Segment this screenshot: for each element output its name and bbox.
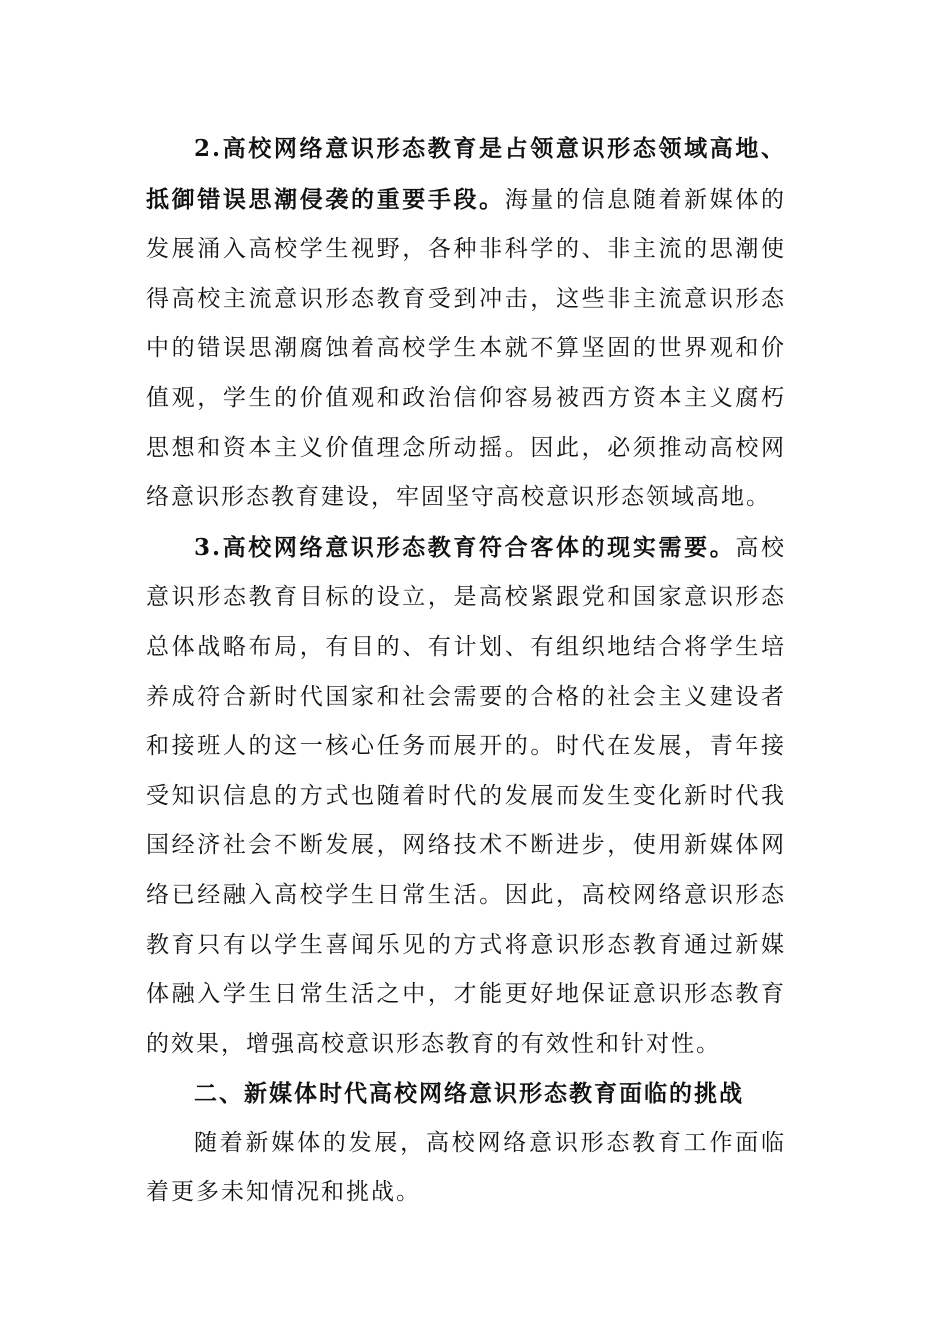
paragraph-3-lead: 3.高校网络意识形态教育符合客体的现实需要。 — [194, 533, 736, 561]
document-page — [146, 124, 786, 1218]
paragraph-section-intro: 随着新媒体的发展，高校网络意识形态教育工作面临着更多未知情况和挑战。 — [146, 1129, 786, 1206]
paragraph-2 — [146, 124, 786, 523]
paragraph-3-body: 高校意识形态教育目标的设立，是高校紧跟党和国家意识形态总体战略布局，有目的、有计划、有组织地结合将学生培养成符合新时代国家和社会需要的合格的社会主义建设者和接班人的这一核心任务而展开的。时代在发展，青年接受知识信息的方式也随着时代的发展而发生变化新时代我国经济社会不断发展，网络技术不断进步，使用新媒体网络已经融入高校学生日常生活。因此，高校网络意识形态教育只有以学生喜闻乐见的方式将意识形态教育通过新媒体融入学生日常生活之中，才能更好地保证意识形态教育的效果，增强高校意识形态教育的有效性和针对性。 — [146, 534, 786, 1057]
paragraph-3 — [146, 523, 786, 1070]
paragraph-2-lead: 2.高校网络意识形态教育是占领意识形态领域高地、抵御错误思潮侵袭的重要手段。 — [146, 135, 786, 213]
section-heading: 二、新媒体时代高校网络意识形态教育面临的挑战 — [194, 1080, 744, 1108]
paragraph-2-body: 海量的信息随着新媒体的发展涌入高校学生视野，各种非科学的、非主流的思潮使得高校主流意识形态教育受到冲击，这些非主流意识形态中的错误思潮腐蚀着高校学生本就不算坚固的世界观和价值观，学生的价值观和政治信仰容易被西方资本主义腐朽思想和资本主义价值理念所动摇。因此，必须推动高校网络意识形态教育建设，牢固坚守高校意识形态领域高地。 — [146, 186, 786, 511]
